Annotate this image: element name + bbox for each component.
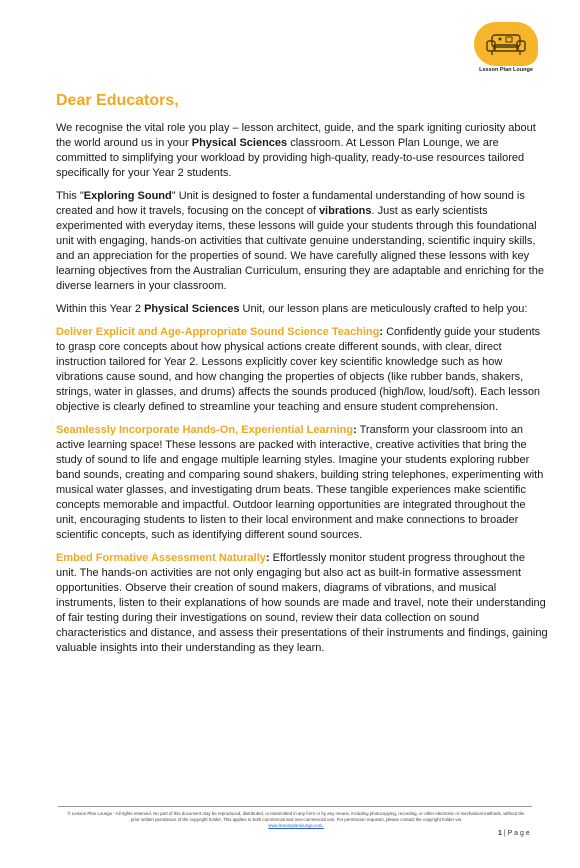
benefit-body: Confidently guide your students to grasp core concepts about how physical actions create different sounds, with clear, direct instruction tailored for Year 2. Lessons explicitly cover key scientific knowledge such as how vibrations cause sound, and how changing the properties of objects (like rubber bands, shakers, strings, water in glasses, and drums) affects the sounds produced (high/low, loud/soft). Each lesson objective is clearly defined to streamline your teaching and ensure student comprehension. [56,326,541,413]
benefit-formative-assessment [56,551,548,656]
letter-heading: Dear Educators, [56,92,179,109]
p3-bold: Physical Sciences [144,303,240,315]
copyright-text: © Lesson Plan Lounge - All rights reserved. No part of this document may be reproduced, distributed, or transmitted in any form or by any means, including photocopying, recording, or other electronic or mechanical methods, without the prior written permission of the copyright holder. This applies to both commercial and non-commercial use. For permission requests, please contact the copyright holder via [67,811,525,822]
brand-name: Lesson Plan Lounge [479,67,533,73]
page-number-value: 1 [498,830,502,837]
footer-divider [58,806,532,807]
p2-text-c: " Unit is designed to foster a fundamental understanding of how sound is created and how it travels, focusing on the concept of [56,190,525,217]
intro-paragraph [56,121,548,181]
benefit-hands-on-learning [56,423,548,543]
brand-logo [474,22,538,66]
benefit-colon: : [353,424,357,436]
benefit-title: Deliver Explicit and Age-Appropriate Sound Science Teaching [56,326,380,338]
letter-body [56,92,548,664]
unit-description-paragraph [56,189,548,294]
benefit-explicit-teaching [56,325,548,415]
p1-text-c: classroom. At Lesson Plan Lounge, we are committed to simplifying your workload by providing high-quality, ready-to-use resources tailored specifically for your Year 2 students. [56,137,525,179]
benefit-colon: : [379,326,384,338]
benefit-body: Transform your classroom into an active learning space! These lessons are packed with interactive, creative activities that bring the study of sound to life and engage multiple learning styles. Imagine your students exploring rubber band sounds, creating and comparing sound shakers, building string telephones, experimenting with musical water glasses, and investigating drum beats. These tangible experiences make scientific concepts memorable and impactful. Outdoor learning opportunities are integrated throughout the unit, encouraging students to listen to their local environment and make connections to broader scientific concepts, such as identifying different sound sources. [56,424,544,541]
page-number [498,830,530,837]
lead-in-paragraph [56,302,548,317]
benefit-title: Seamlessly Incorporate Hands-On, Experiential Learning [56,424,354,436]
sofa-icon [484,29,528,59]
p2-text-e: . Just as early scientists experimented with everyday items, these lessons will guide your students through this foundational unit with engaging, hands-on activities that cultivate genuine understanding, scientific inquiry skills, and an appreciation for the properties of sound. We have carefully aligned these lessons with key learning objectives from the Australian Curriculum, ensuring they are adaptable and enriching for the diverse learners in your classroom. [56,205,544,292]
p1-bold: Physical Sciences [191,137,288,149]
benefit-colon: : [265,552,270,564]
p1-text-a: We recognise the vital role you play – lesson architect, guide, and the spark igniting curiosity about the world around us in your [56,122,536,149]
p2-text-a: This " [56,190,84,202]
p2-vibrations: vibrations [318,205,372,217]
benefit-title: Embed Formative Assessment Naturally [56,552,266,564]
copyright-footer [64,811,528,829]
p3-text-a: Within this Year 2 [56,303,145,315]
benefit-body: Effortlessly monitor student progress throughout the unit. The hands-on activities are not only engaging but also act as built-in formative assessment opportunities. Observe their creation of sound makers, diagrams of vibrations, and musical instruments, listen to their explanations of how sounds are made and travel, note their understanding of fair testing during their investigations on sound, review their data collection on sound characteristics and distance, and assess their presentations of their instruments and findings, gaining valuable insights into their understanding as they learn. [56,552,548,654]
p2-unit-name: Exploring Sound [83,190,172,202]
p3-text-c: Unit, our lesson plans are meticulously crafted to help you: [239,303,528,315]
website-link[interactable]: www.lessonplanlounge.com. [268,823,324,828]
page-label: | P a g e [503,830,530,837]
